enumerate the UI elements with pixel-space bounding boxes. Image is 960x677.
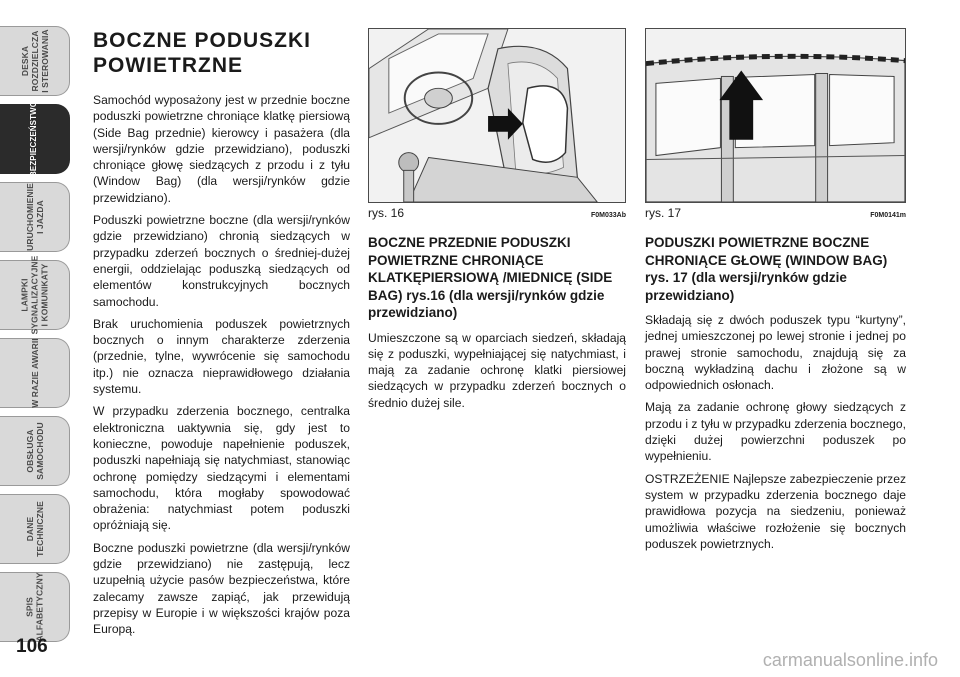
paragraph: Boczne poduszki powietrzne (dla wersji/rynków gdzie przewidziano) nie zastępują, lecz uzupełnią użycie pasów bezpieczeństwa, które zalecamy zawsze zapiąć, jak przewidują przepisy w Europie i w większości krajów poza Europą.: [93, 540, 350, 637]
intro-column: [93, 28, 350, 644]
figure-label: rys. 16: [368, 206, 405, 220]
section-heading: PODUSZKI POWIETRZNE BOCZNE CHRONIĄCE GŁOWĘ (WINDOW BAG) rys. 17 (dla wersji/rynków gdzie przewidziano): [645, 235, 888, 303]
figure-label: rys. 17: [645, 206, 682, 220]
tab-label: OBSŁUGA SAMOCHODU: [24, 422, 45, 480]
watermark: carmanualsonline.info: [762, 650, 938, 670]
figure-code: F0M0141m: [870, 212, 906, 219]
figure-caption: [645, 206, 906, 220]
figure-caption: [368, 206, 626, 220]
window-bag-drawing: [646, 29, 905, 202]
page-title: BOCZNE PODUSZKI POWIETRZNE: [93, 29, 312, 77]
intro-text: [93, 92, 350, 638]
side-bag-drawing: [369, 29, 625, 202]
paragraph: OSTRZEŻENIE Najlepsze zabezpieczenie przez system w przypadku zderzenia bocznego daje prawidłowa pozycja na siedzeniu, ponieważ umożliwia właściwe rozłożenie się bocznych poduszek powietrznych.: [645, 471, 906, 551]
tab-deska-rozdzielcza[interactable]: [0, 26, 70, 96]
tab-label: DANE TECHNICZNE: [24, 501, 45, 557]
tab-dane-techniczne[interactable]: [0, 494, 70, 564]
figure-window-bag-illustration: [645, 28, 906, 203]
side-bag-text: [368, 330, 626, 411]
tab-w-razie-awarii[interactable]: [0, 338, 70, 408]
tab-label: LAMPKI SYGNALIZACYJNE I KOMUNIKATY: [19, 255, 50, 335]
tab-lampki-sygnalizacyjne[interactable]: [0, 255, 70, 335]
paragraph: W przypadku zderzenia bocznego, centralka elektroniczna uaktywnia się, gdy jest to konieczne, powoduje napełnienie poduszek, poduszki napełniają się natychmiast, stanowiąc ochronę pomiędzy siedzącymi i elementami samochodu, która mogłaby spowodować obrażenia: natychmiast potem poduszki opróżniają się.: [93, 404, 350, 533]
section-heading: BOCZNE PRZEDNIE PODUSZKI POWIETRZNE CHRONIĄCE KLATKĘPIERSIOWĄ /MIEDNICĘ (SIDE BAG) rys.16 (dla wersji/rynków gdzie przewidziano): [368, 235, 613, 320]
paragraph: Poduszki powietrzne boczne (dla wersji/rynków gdzie przewidziano) chronią siedzących w przypadku zderzeń bocznych o średniej-dużej energii, oddzielając poduszką siedzących od elementów konstrukcyjnych bocznych samochodu.: [93, 213, 350, 309]
window-bag-text: [645, 312, 906, 552]
tab-spis-alfabetyczny[interactable]: [0, 572, 70, 642]
side-bag-column: [368, 28, 626, 417]
tab-label: SPIS ALFABETYCZNY: [24, 572, 45, 642]
tab-obsluga-samochodu[interactable]: [0, 416, 70, 486]
tab-label: DESKA ROZDZIELCZA I STEROWANIA: [19, 29, 50, 93]
page-number: 106: [16, 636, 48, 657]
tab-uruchomienie-i-jazda[interactable]: [0, 182, 70, 252]
tab-bezpieczenstwo[interactable]: [0, 100, 70, 178]
paragraph: Umieszczone są w oparciach siedzeń, składają się z poduszki, wypełniającej się natychmiast, i mają za zadanie ochronę klatki piersiowej siedzących w przypadku zderzeń bocznych o średnio dużej sile.: [368, 330, 626, 410]
tab-label: BEZPIECZEŃSTWO: [29, 100, 39, 178]
paragraph: Składają się z dwóch poduszek typu “kurtyny”, jednej umieszczonej po lewej stronie i jednej po prawej stronie samochodu, znajdują się za boczną wykładziną dachu i złożone są w odpowiednich osłonach.: [645, 313, 906, 393]
tab-label: URUCHOMIENIE I JAZDA: [24, 183, 45, 251]
paragraph: Mają za zadanie ochronę głowy siedzących z przodu i z tyłu w przypadku zderzenia bocznego, dzięki dużej powierzchni poduszek po wypełnieniu.: [645, 400, 906, 464]
paragraph: Brak uruchomienia poduszek powietrznych bocznych o innym charakterze zderzenia (przednie, tylne, wywrócenie się samochodu itp.) nie oznacza nieprawidłowego działania systemu.: [93, 316, 350, 397]
window-bag-column: [645, 28, 906, 558]
figure-side-bag-illustration: [368, 28, 626, 203]
paragraph: Samochód wyposażony jest w przednie boczne poduszki powietrzne chroniące klatkę piersiową (Side Bag przednie) kierowcy i pasażera (dla wersji/rynków gdzie przewidziano), poduszki chroniące głowę siedzących z przodu i z tyłu (Window Bag) (dla wersji/rynków gdzie przewidziano).: [93, 93, 350, 205]
figure-code: F0M033Ab: [590, 212, 626, 219]
tab-label: W RAZIE AWARII: [29, 338, 40, 408]
